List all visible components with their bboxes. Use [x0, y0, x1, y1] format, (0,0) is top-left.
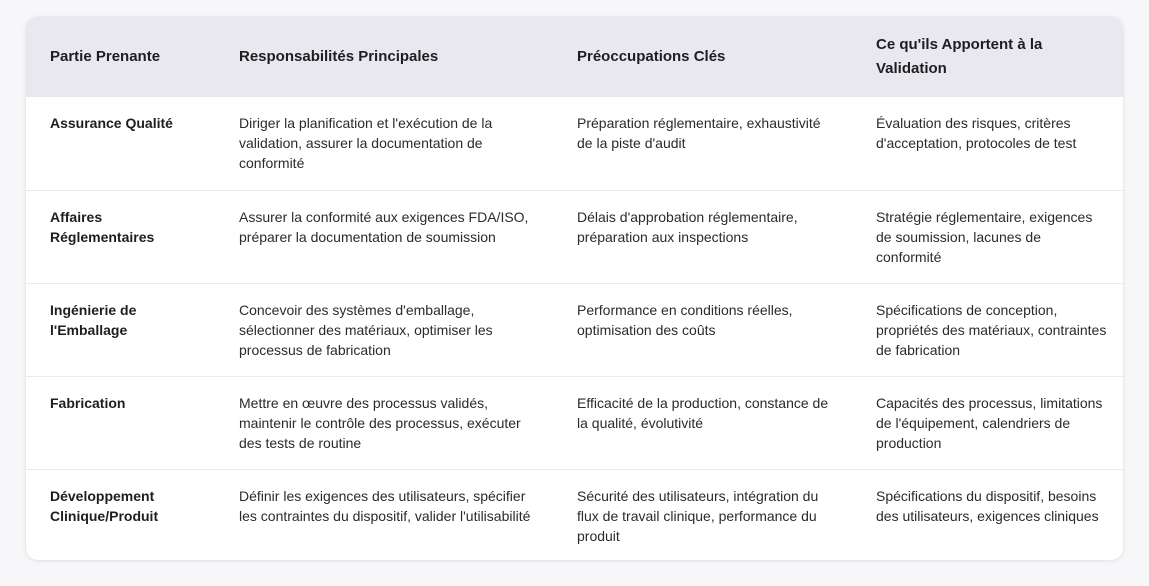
header-stakeholder: Partie Prenante [50, 48, 161, 65]
contribution-cell: Spécifications de conception, propriétés des matériaux, contraintes de fabrication [876, 301, 1107, 358]
table-header [26, 17, 1123, 97]
header-contribution: Ce qu'ils Apportent à la Validation [876, 36, 1043, 77]
table-body [26, 97, 1123, 560]
table-row [26, 469, 1123, 560]
table-row [26, 376, 1123, 469]
concerns-cell: Sécurité des utilisateurs, intégration du flux de travail clinique, performance du produit [577, 487, 819, 544]
contribution-cell: Capacités des processus, limitations de l'équipement, calendriers de production [876, 394, 1103, 451]
contribution-cell: Spécifications du dispositif, besoins des utilisateurs, exigences cliniques [876, 487, 1099, 524]
header-concerns: Préoccupations Clés [577, 48, 726, 65]
concerns-cell: Efficacité de la production, constance de la qualité, évolutivité [577, 394, 829, 431]
table-row [26, 190, 1123, 283]
responsibilities-cell: Définir les exigences des utilisateurs, spécifier les contraintes du dispositif, valider l'utilisabilité [239, 487, 531, 524]
concerns-cell: Préparation réglementaire, exhaustivité de la piste d'audit [577, 115, 821, 151]
stakeholder-cell: Fabrication [50, 394, 126, 411]
responsibilities-cell: Mettre en œuvre des processus validés, maintenir le contrôle des processus, exécuter des tests de routine [239, 394, 521, 451]
stakeholder-cell: Assurance Qualité [50, 115, 173, 131]
table-row [26, 283, 1123, 376]
stakeholder-cell: Affaires Réglementaires [50, 208, 155, 245]
contribution-cell: Stratégie réglementaire, exigences de soumission, lacunes de conformité [876, 208, 1093, 265]
responsibilities-cell: Diriger la planification et l'exécution de la validation, assurer la documentation de conformité [239, 115, 493, 171]
table-header-row [26, 17, 1123, 97]
table-row [26, 97, 1123, 190]
concerns-cell: Délais d'approbation réglementaire, préparation aux inspections [577, 208, 798, 245]
contribution-cell: Évaluation des risques, critères d'acceptation, protocoles de test [876, 115, 1077, 151]
responsibilities-cell: Concevoir des systèmes d'emballage, sélectionner des matériaux, optimiser les processus de fabrication [239, 301, 493, 358]
stakeholder-table [26, 17, 1123, 560]
stakeholder-cell: Développement Clinique/Produit [50, 487, 159, 524]
stakeholder-table-card [26, 17, 1123, 560]
concerns-cell: Performance en conditions réelles, optimisation des coûts [577, 301, 793, 338]
responsibilities-cell: Assurer la conformité aux exigences FDA/ISO, préparer la documentation de soumission [239, 208, 529, 245]
stakeholder-cell: Ingénierie de l'Emballage [50, 301, 137, 338]
header-responsibilities: Responsabilités Principales [239, 48, 439, 65]
